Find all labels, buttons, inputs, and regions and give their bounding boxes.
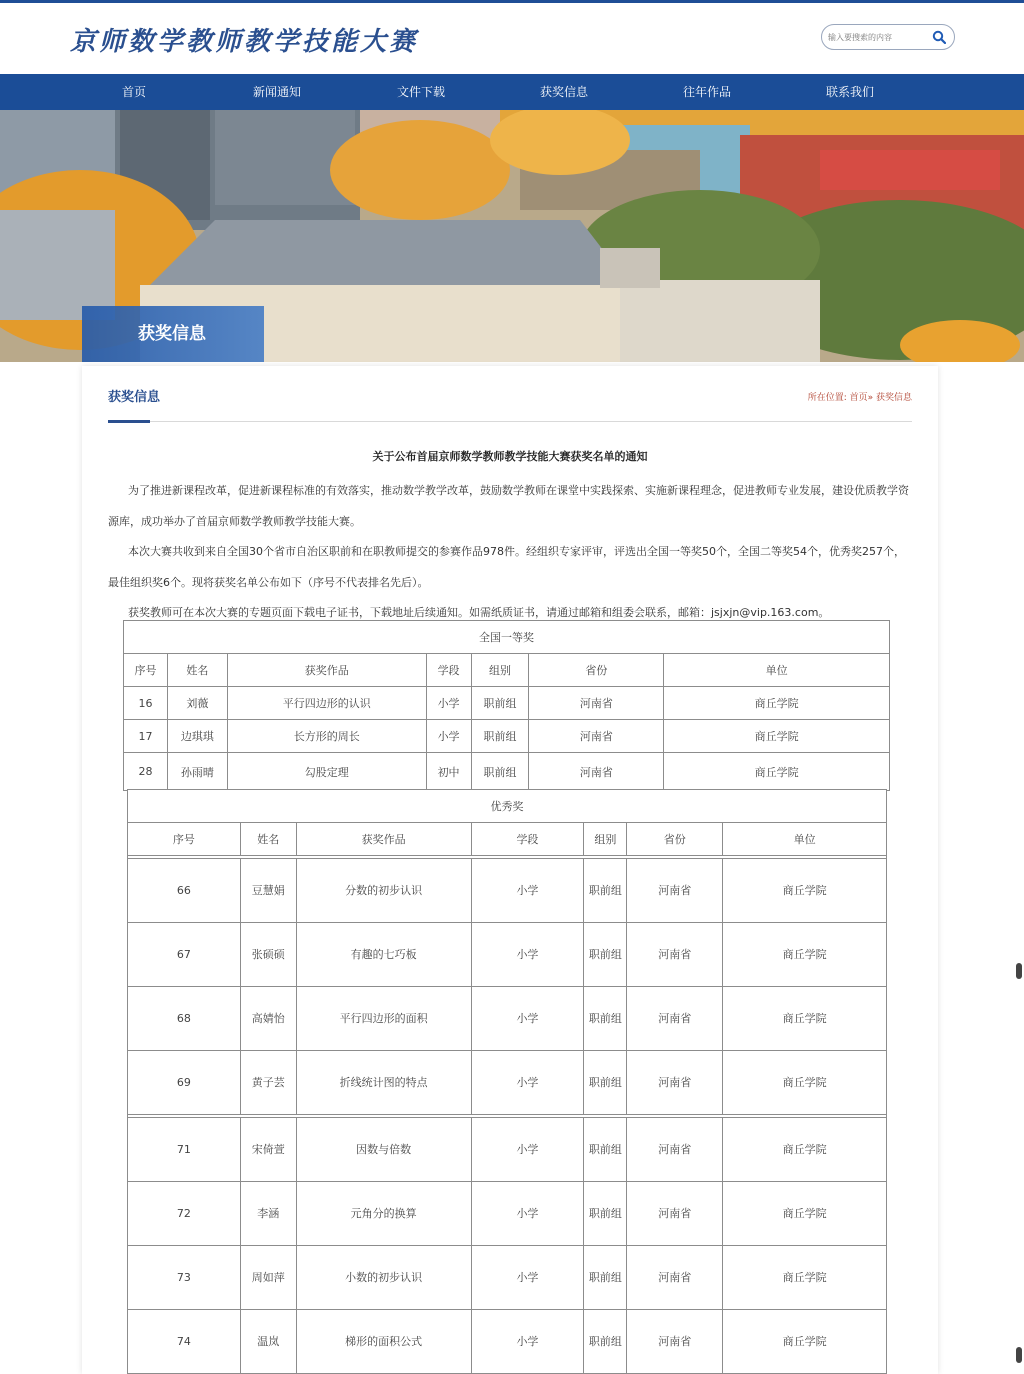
table-cell: 小学 [471,859,584,923]
table-cell: 小学 [471,1118,584,1182]
scrollbar-thumb-lower[interactable] [1016,1347,1022,1363]
table-cell: 商丘学院 [664,753,890,791]
table-cell: 河南省 [627,1310,723,1374]
table-row [124,720,890,753]
table-cell: 66 [128,859,241,923]
table-cell: 职前组 [584,859,627,923]
table-cell: 商丘学院 [723,1246,887,1310]
table-cell: 职前组 [584,1051,627,1115]
table-cell: 河南省 [627,923,723,987]
table-cell: 职前组 [471,687,529,720]
table-cell: 71 [128,1118,241,1182]
table-caption: 全国一等奖 [124,621,890,654]
table-cell: 小学 [471,923,584,987]
table-cell: 长方形的周长 [227,720,426,753]
nav-item-downloads[interactable]: 文件下载 [396,85,445,99]
search-box [821,24,955,50]
table-cell: 周如萍 [240,1246,296,1310]
column-header: 姓名 [240,823,296,856]
table-cell: 职前组 [471,753,529,791]
table-row [124,753,890,791]
article-title: 关于公布首届京师数学教师教学技能大赛获奖名单的通知 [372,450,648,463]
table-cell: 黄子芸 [240,1051,296,1115]
table-cell: 梯形的面积公式 [296,1310,471,1374]
column-header: 学段 [426,654,471,687]
table-cell: 张硕硕 [240,923,296,987]
section-title: 获奖信息 [108,390,161,405]
column-header: 学段 [471,823,584,856]
article-paragraph-3: 获奖教师可在本次大赛的专题页面下载电子证书，下载地址后续通知。如需纸质证书，请通过邮箱和组委会联系，邮箱：jsjxjn@vip.163.com。 [128,606,830,619]
column-header: 姓名 [167,654,227,687]
nav-item-home[interactable]: 首页 [121,85,146,99]
excellence-award-table [127,789,887,1374]
scrollbar-thumb[interactable] [1016,963,1022,979]
table-row [128,1118,887,1182]
table-cell: 职前组 [584,1182,627,1246]
site-logo[interactable]: 京师数学教师教学技能大赛 [70,27,419,57]
header [0,3,1024,74]
table-cell: 67 [128,923,241,987]
table-cell: 初中 [426,753,471,791]
table-cell: 小学 [471,1246,584,1310]
nav-item-news[interactable]: 新闻通知 [252,85,301,99]
table-cell: 小学 [471,987,584,1051]
table-cell: 河南省 [627,1182,723,1246]
table-cell: 温岚 [240,1310,296,1374]
table-cell: 因数与倍数 [296,1118,471,1182]
table-cell: 商丘学院 [723,1182,887,1246]
column-header: 单位 [664,654,890,687]
table-cell: 河南省 [529,687,664,720]
column-header: 序号 [124,654,168,687]
table-row [128,987,887,1051]
table-cell: 商丘学院 [723,987,887,1051]
table-cell: 商丘学院 [664,720,890,753]
table-cell: 68 [128,987,241,1051]
table-cell: 小学 [471,1310,584,1374]
column-header: 获奖作品 [227,654,426,687]
table-caption-row [128,790,887,823]
table-cell: 74 [128,1310,241,1374]
table-row [128,1182,887,1246]
table-cell: 勾股定理 [227,753,426,791]
article-paragraph-1: 为了推进新课程改革，促进新课程标准的有效落实，推动数学教学改革，鼓励数学教师在课堂中实践探索、实施新课程理念，促进教师专业发展，建设优质教学资源库，成功举办了首届京师数学教师教学技能大赛。 [108,484,909,528]
search-input[interactable] [828,29,928,46]
table-cell: 元角分的换算 [296,1182,471,1246]
table-cell: 刘薇 [167,687,227,720]
nav-item-past-works[interactable]: 往年作品 [682,85,731,99]
title-divider-accent [108,420,150,423]
nav-item-awards[interactable]: 获奖信息 [539,85,588,99]
table-cell: 河南省 [627,1051,723,1115]
table-cell: 边琪琪 [167,720,227,753]
first-prize-table [123,620,890,791]
table-header-row [128,823,887,856]
column-header: 单位 [723,823,887,856]
table-row [128,923,887,987]
table-cell: 小数的初步认识 [296,1246,471,1310]
table-cell: 小学 [426,720,471,753]
table-cell: 河南省 [627,1246,723,1310]
column-header: 获奖作品 [296,823,471,856]
table-cell: 小学 [426,687,471,720]
table-header-row [124,654,890,687]
table-cell: 折线统计图的特点 [296,1051,471,1115]
nav-item-contact[interactable]: 联系我们 [825,85,874,99]
table-cell: 小学 [471,1182,584,1246]
table-cell: 有趣的七巧板 [296,923,471,987]
campus-banner [0,110,1024,362]
table-cell: 小学 [471,1051,584,1115]
table-cell: 商丘学院 [664,687,890,720]
table-row [128,859,887,923]
table-cell: 职前组 [584,1246,627,1310]
column-header: 省份 [529,654,664,687]
table-cell: 职前组 [584,987,627,1051]
article-paragraph-2: 本次大赛共收到来自全国30个省市自治区职前和在职教师提交的参赛作品978件。经组织专家评审，评选出全国一等奖50个，全国二等奖54个，优秀奖257个，最佳组织奖6个。现将获奖名单公布如下（序号不代表排名先后）。 [108,545,905,589]
table-row [128,1310,887,1374]
breadcrumb[interactable]: 所在位置: 首页» 获奖信息 [807,393,912,403]
table-caption: 优秀奖 [128,790,887,823]
table-cell: 河南省 [627,859,723,923]
table-cell: 高婧怡 [240,987,296,1051]
title-divider [108,421,912,422]
table-cell: 河南省 [529,753,664,791]
search-icon[interactable] [932,30,946,44]
table-cell: 职前组 [584,1118,627,1182]
table-cell: 商丘学院 [723,1118,887,1182]
table-cell: 16 [124,687,168,720]
banner-section-label: 获奖信息 [82,306,264,362]
table-cell: 平行四边形的面积 [296,987,471,1051]
table-cell: 商丘学院 [723,1051,887,1115]
table-cell: 豆慧娟 [240,859,296,923]
column-header: 序号 [128,823,241,856]
table-cell: 职前组 [584,1310,627,1374]
table-cell: 河南省 [627,987,723,1051]
table-cell: 职前组 [584,923,627,987]
column-header: 省份 [627,823,723,856]
table-cell: 李涵 [240,1182,296,1246]
main-nav [0,74,1024,110]
column-header: 组别 [584,823,627,856]
table-row [124,687,890,720]
table-cell: 17 [124,720,168,753]
table-row [128,1051,887,1115]
table-cell: 商丘学院 [723,859,887,923]
column-header: 组别 [471,654,529,687]
table-cell: 河南省 [529,720,664,753]
table-cell: 73 [128,1246,241,1310]
table-cell: 69 [128,1051,241,1115]
table-cell: 孙雨晴 [167,753,227,791]
table-cell: 职前组 [471,720,529,753]
table-cell: 宋倚萱 [240,1118,296,1182]
table-cell: 商丘学院 [723,923,887,987]
table-caption-row [124,621,890,654]
table-cell: 河南省 [627,1118,723,1182]
table-cell: 分数的初步认识 [296,859,471,923]
table-row [128,1246,887,1310]
table-cell: 72 [128,1182,241,1246]
table-cell: 平行四边形的认识 [227,687,426,720]
table-cell: 商丘学院 [723,1310,887,1374]
table-cell: 28 [124,753,168,791]
